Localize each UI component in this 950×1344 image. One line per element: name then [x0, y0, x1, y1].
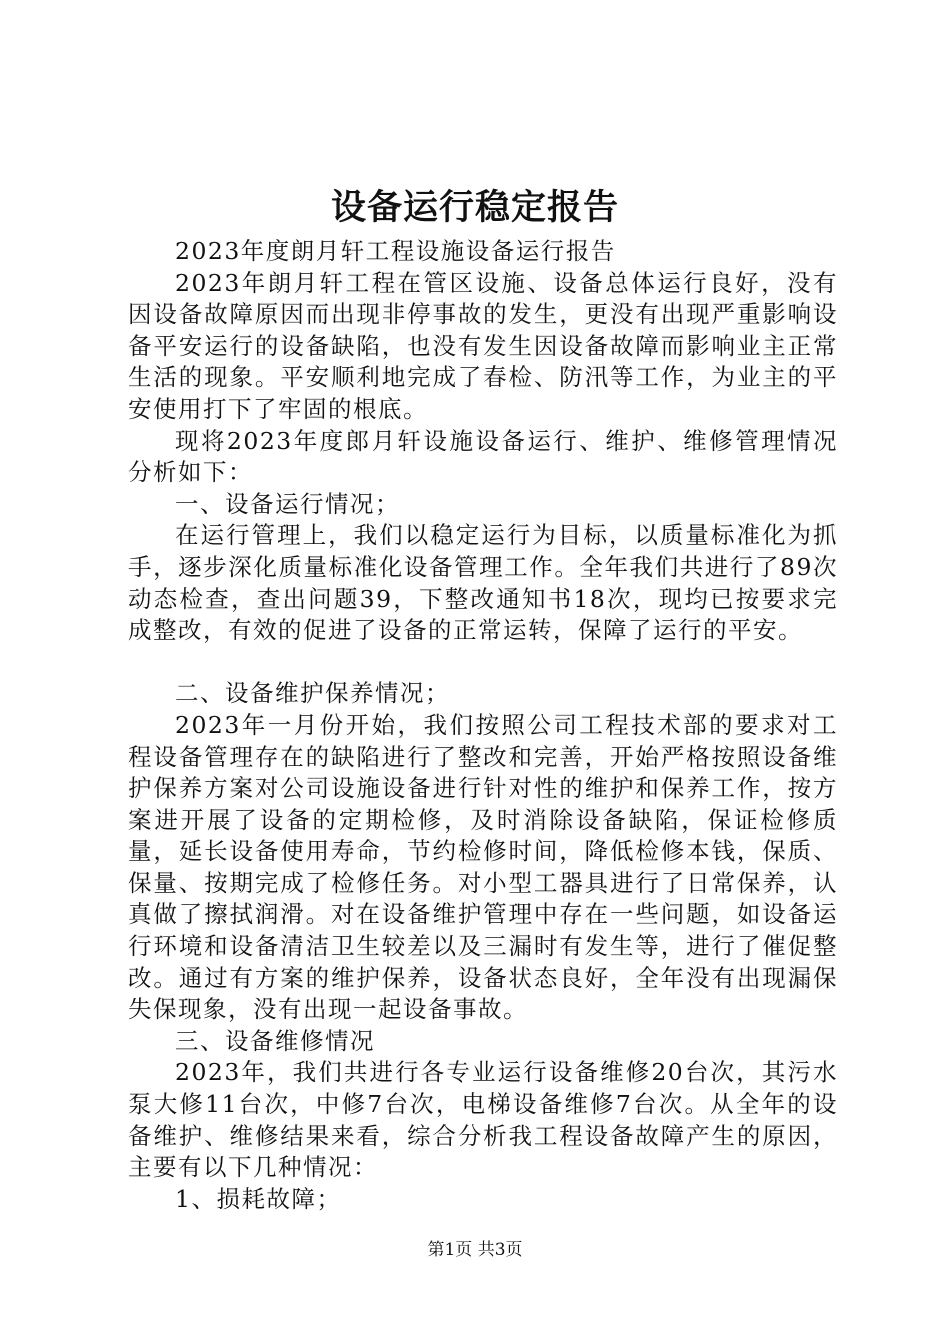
paragraph-intro: 现将2023年度郎月轩设施设备运行、维护、维修管理情况分析如下： [128, 426, 838, 487]
heading-section-3: 三、设备维修情况 [175, 1026, 375, 1055]
report-subtitle: 2023年度朗月轩工程设施设备运行报告 [175, 237, 616, 265]
paragraph-operation: 在运行管理上，我们以稳定运行为目标，以质量标准化为抓手，逐步深化质量标准化设备管理工作。全年我们共进行了89次动态检查，查出问题39，下整改通知书18次，现均已按要求完成整改，有效的促进了设备的正常运转，保障了运行的平安。 [128, 521, 838, 645]
document-title: 设备运行稳定报告 [330, 187, 619, 228]
paragraph-overview: 2023年朗月轩工程在管区设施、设备总体运行良好，没有因设备故障原因而出现非停事故的发生，更没有出现严重影响设备平安运行的设备缺陷，也没有发生因设备故障而影响业主正常生活的现象。平安顺利地完成了春检、防汛等工作，为业主的平安使用打下了牢固的根底。 [128, 268, 838, 423]
document-body [128, 236, 838, 1215]
paragraph-spacer [128, 647, 838, 679]
heading-section-2: 二、设备维护保养情况； [175, 679, 450, 708]
heading-section-1: 一、设备运行情况； [175, 489, 400, 518]
page-number: 第1页 共3页 [427, 1240, 523, 1260]
paragraph-repair: 2023年，我们共进行各专业运行设备维修20台次，其污水泵大修11台次，中修7台次，电梯设备维修7台次。从全年的设备维护、维修结果来看，综合分析我工程设备故障产生的原因，主要有以下几种情况： [128, 1058, 838, 1182]
paragraph-maintenance: 2023年一月份开始，我们按照公司工程技术部的要求对工程设备管理存在的缺陷进行了整改和完善，开始严格按照设备维护保养方案对公司设施设备进行针对性的维护和保养工作，按方案进开展了设备的定期检修，及时消除设备缺陷，保证检修质量，延长设备使用寿命，节约检修时间，降低检修本钱，保质、保量、按期完成了检修任务。对小型工器具进行了日常保养，认真做了擦拭润滑。对在设备维护管理中存在一些问题，如设备运行环境和设备清洁卫生较差以及三漏时有发生等，进行了催促整改。通过有方案的维护保养，设备状态良好，全年没有出现漏保失保现象，没有出现一起设备事故。 [128, 710, 838, 1024]
subheading-wear-fault: 1、损耗故障； [175, 1184, 342, 1213]
